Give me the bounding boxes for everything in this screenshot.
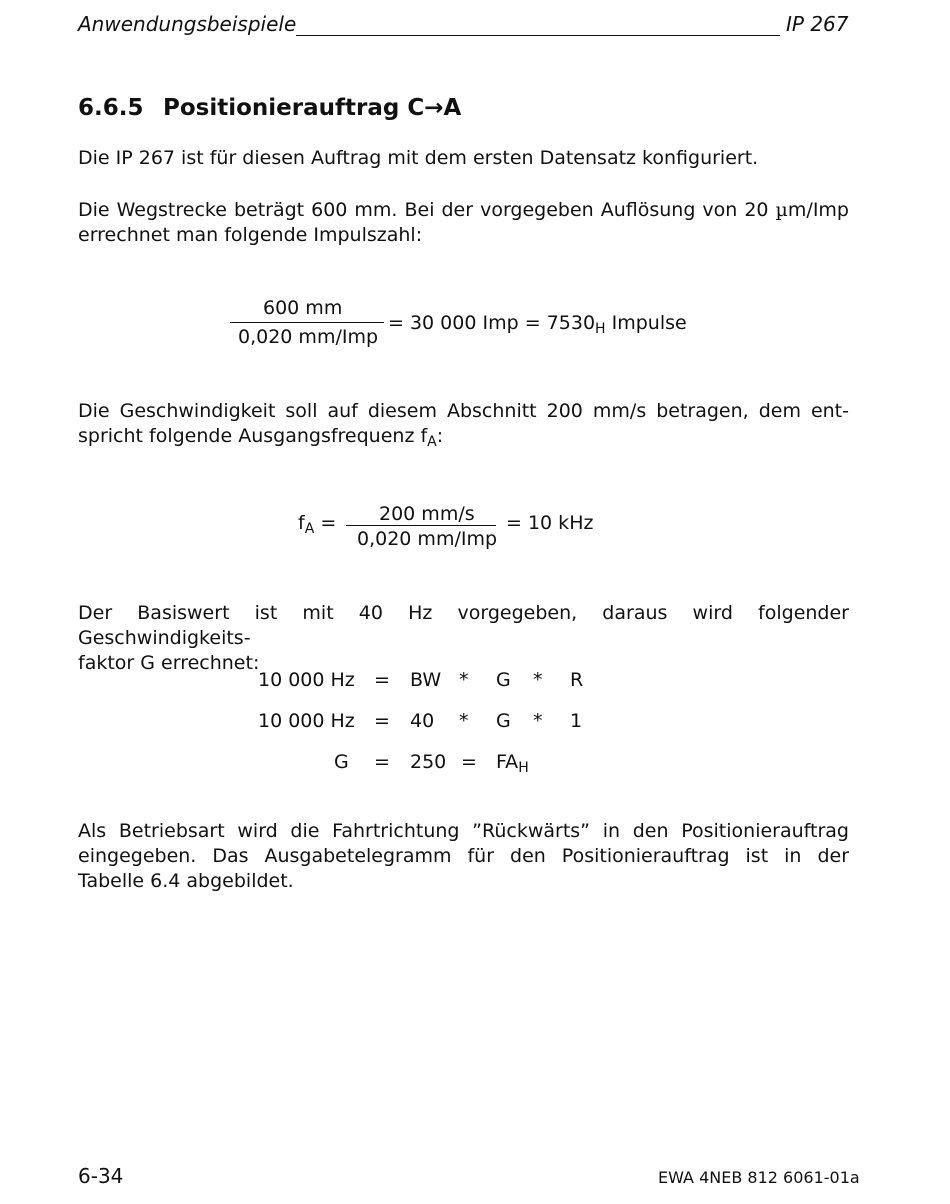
eq2-rhs: = 10 kHz [506, 512, 594, 534]
paragraph-line: Der Basiswert ist mit 40 Hz vorgegeben, daraus wird folgender Geschwindigkeits- [78, 602, 849, 649]
paragraph-base-value [78, 601, 849, 676]
section-number: 6.6.5 [78, 95, 144, 121]
paragraph-line: spricht folgende Ausgangsfrequenz $f_A$: [78, 425, 444, 450]
eq1-rhs: = 30 000 Imp = $7530_H$ Impulse [388, 312, 687, 337]
paragraph-line: Als Betriebsart wird die Fahrtrichtung ”Rückwärts” in den Positionierauftrag [78, 820, 849, 842]
eq1-numerator: 600 mm [263, 297, 343, 319]
eq2-numerator: 200 mm/s [379, 503, 475, 525]
eq1-fraction-bar [230, 322, 384, 323]
document-code: EWA 4NEB 812 6061-01a [658, 1168, 860, 1187]
running-header-module: IP 267 [786, 12, 849, 36]
paragraph-line: errechnet man folgende Impulszahl: [78, 224, 423, 246]
paragraph-line: Die Geschwindigkeit soll auf diesem Abschnitt 200 mm/s betragen, dem ent- [78, 400, 849, 422]
paragraph-line: eingegeben. Das Ausgabetelegramm für den Positionierauftrag ist in der [78, 845, 849, 867]
paragraph-line: Tabelle 6.4 abgebildet. [78, 870, 294, 892]
running-header-title: Anwendungsbeispiele [78, 12, 297, 36]
eq2-fraction-bar [346, 525, 496, 526]
paragraph-line: Die Wegstrecke beträgt 600 mm. Bei der vorgegeben Auflösung von 20 µm/Imp [78, 199, 849, 221]
eq2-lhs: $f_A$ = [298, 512, 337, 537]
paragraph-line: faktor G errechnet: [78, 652, 260, 674]
eq2-denominator: 0,020 mm/Imp [357, 528, 498, 550]
eq1-denominator: 0,020 mm/Imp [238, 326, 379, 348]
header-rule [296, 35, 780, 36]
paragraph-config [78, 146, 849, 171]
page-number: 6-34 [78, 1164, 124, 1188]
section-title: Positionierauftrag C→A [163, 95, 462, 121]
paragraph-distance [78, 198, 849, 248]
paragraph-line: Die IP 267 ist für diesen Auftrag mit dem ersten Datensatz konfiguriert. [78, 147, 759, 169]
micro-symbol: µ [775, 199, 788, 221]
paragraph-speed [78, 399, 849, 449]
paragraph-mode [78, 819, 849, 894]
